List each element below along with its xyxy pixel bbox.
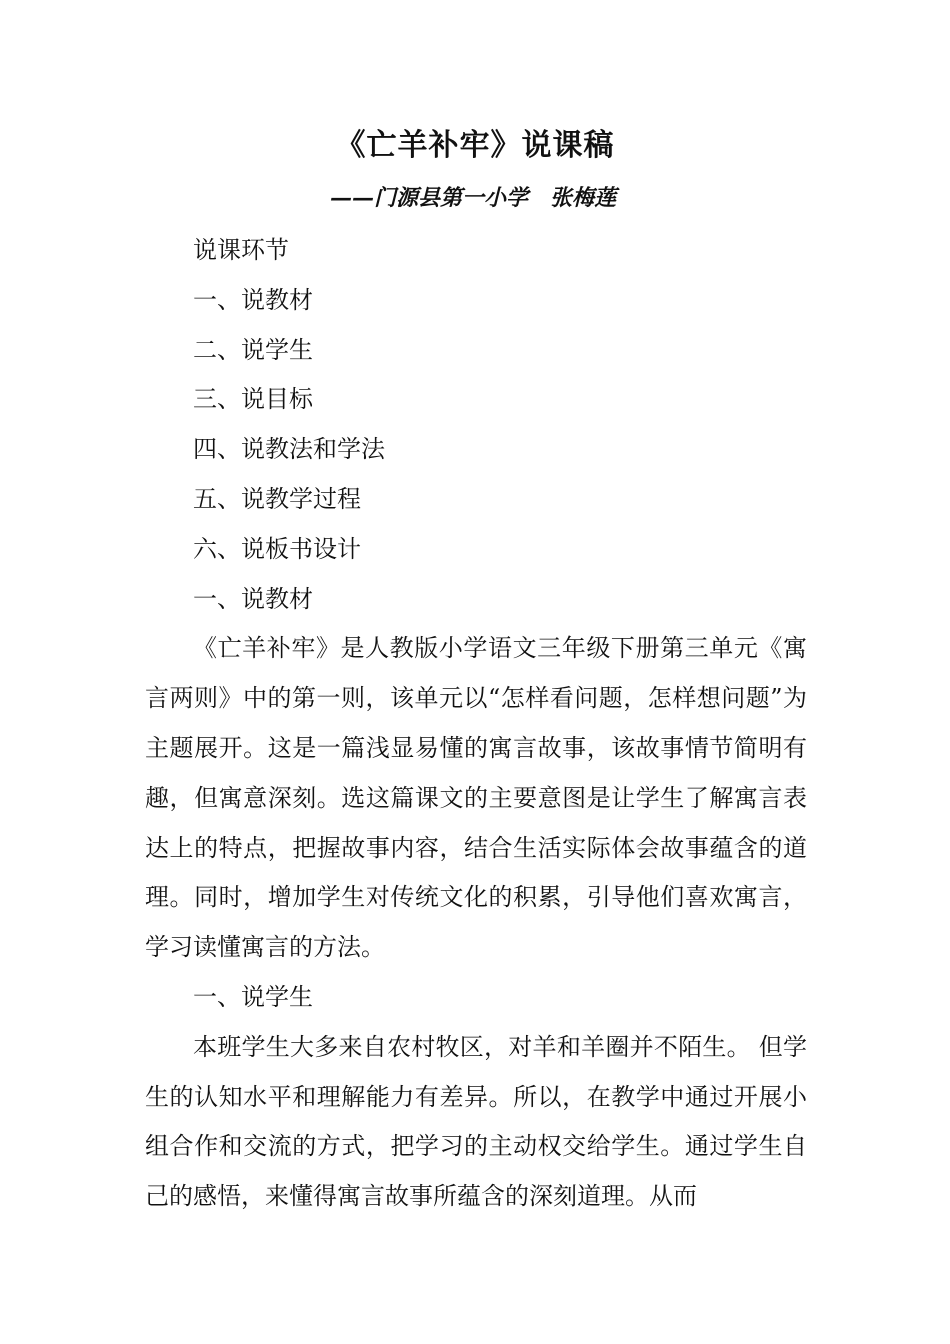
section-paragraph-textbook: 《亡羊补牢》是人教版小学语文三年级下册第三单元《寓言两则》中的第一则，该单元以“怎样看问题，怎样想问题”为主题展开。这是一篇浅显易懂的寓言故事，该故事情节简明有趣，但寓意深刻。选这篇课文的主要意图是让学生了解寓言表达上的特点，把握故事内容，结合生活实际体会故事蕴含的道理。同时，增加学生对传统文化的积累，引导他们喜欢寓言，学习读懂寓言的方法。 [145,634,807,962]
outline-item: 二、说学生 [193,335,313,364]
outline-item: 四、说教法和学法 [193,435,385,464]
outline-heading: 说课环节 [193,236,289,264]
section-heading-textbook: 一、说教材 [193,584,313,613]
outline-item: 三、说目标 [193,385,313,414]
document-title: 《亡羊补牢》说课稿 [335,128,615,163]
subtitle-author: 张梅莲 [550,185,617,211]
outline-item: 五、说教学过程 [193,484,361,513]
outline-item: 六、说板书设计 [193,534,361,563]
outline-item: 一、说教材 [193,285,313,314]
section-paragraph-students: 本班学生大多来自农村牧区，对羊和羊圈并不陌生。 但学生的认知水平和理解能力有差异。所以，在教学中通过开展小组合作和交流的方式，把学习的主动权交给学生。通过学生自己的感悟，来懂得寓言故事所蕴含的深刻道理。从而 [145,1032,807,1211]
section-heading-students: 一、说学生 [193,982,313,1011]
subtitle-school: ——门源县第一小学 [330,185,529,211]
document-subtitle [330,180,650,216]
document-body [145,226,807,1222]
